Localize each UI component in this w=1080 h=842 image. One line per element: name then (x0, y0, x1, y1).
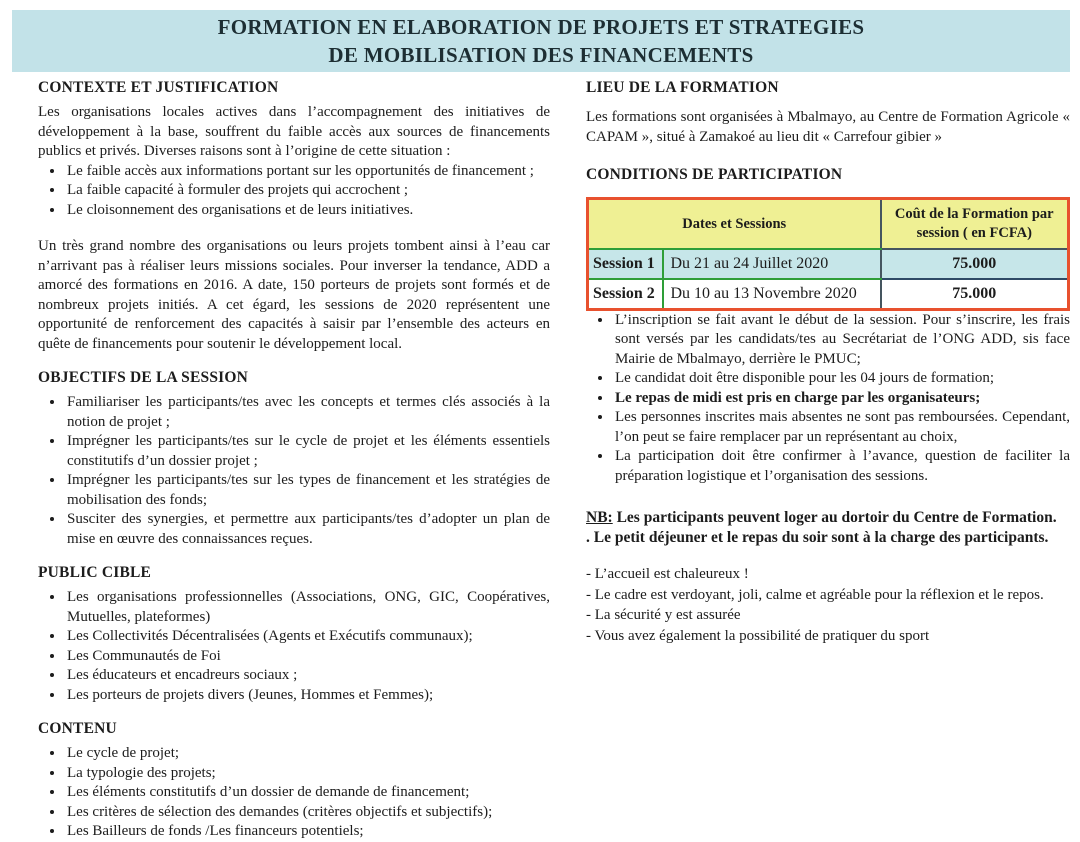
bullet-item: • Imprégner les participants/tes sur le cycle de projet et les éléments essentiels constitutifs d’un dossier projet ; (65, 432, 550, 471)
nb-line2: . Le petit déjeuner et le repas du soir sont à la charge des participants. (586, 529, 1049, 546)
note-line: - L’accueil est chaleureux ! (586, 566, 749, 582)
heading-contenu: CONTENU (38, 720, 117, 737)
heading-conditions: CONDITIONS DE PARTICIPATION (586, 166, 843, 183)
session-dates: Du 10 au 13 Novembre 2020 (663, 279, 881, 309)
bullet-item: • Susciter des synergies, et permettre aux participants/tes d’adopter un plan de mise en œuvre des connaissances reçues. (65, 510, 550, 549)
nb-label: NB: (586, 509, 613, 526)
bullet-item: • L’inscription se fait avant le début de la session. Pour s’inscrire, les frais sont versés par les candidats/tes au Secrétariat de l’ONG ADD, sis face Mairie de Mbalmayo, derrière le PMUC; (613, 311, 1070, 370)
heading-public-cible: PUBLIC CIBLE (38, 564, 152, 581)
table-header-cost: Coût de la Formation par session ( en FCFA) (881, 199, 1069, 250)
note-line: - Vous avez également la possibilité de pratiquer du sport (586, 627, 930, 644)
bullet-item: • Les Communautés de Foi (65, 647, 550, 667)
bullet-item: • Le repas de midi est pris en charge par les organisateurs; (613, 389, 1070, 409)
table-header-dates-sessions: Dates et Sessions (588, 199, 881, 250)
bullet-item: • Les éducateurs et encadreurs sociaux ; (65, 666, 550, 686)
bullet-item: • Imprégner les participants/tes sur les types de financement et les stratégies de mobilisation des fonds; (65, 471, 550, 510)
bullet-item: • La faible capacité à formuler des projets qui accrochent ; (65, 181, 550, 201)
table-row (588, 279, 1069, 309)
bullet-item: • Les Collectivités Décentralisées (Agents et Exécutifs communaux); (65, 627, 550, 647)
session-cost: 75.000 (881, 249, 1069, 279)
heading-contexte: CONTEXTE ET JUSTIFICATION (38, 79, 279, 96)
table-header-row (588, 199, 1069, 250)
note-line: - La sécurité y est assurée (586, 607, 741, 623)
public-bullet-list (38, 588, 550, 705)
sessions-table (586, 197, 1070, 311)
table-row (588, 249, 1069, 279)
note-line: - Le cadre est verdoyant, joli, calme et agréable pour la réflexion et le repos. (586, 586, 1044, 603)
contenu-bullet-list (38, 744, 550, 842)
bullet-item: • Les Bailleurs de fonds /Les financeurs potentiels; (65, 822, 550, 842)
session-label: Session 2 (588, 279, 663, 309)
bullet-item: • Le cloisonnement des organisations et de leurs initiatives. (65, 201, 550, 221)
lieu-paragraph: Les formations sont organisées à Mbalmayo, au Centre de Formation Agricole « CAPAM », situé à Zamakoé au lieu dit « Carrefour gibier » (586, 109, 1070, 145)
session-label: Session 1 (588, 249, 663, 279)
contexte-bullet-list (38, 162, 550, 221)
title-banner (12, 10, 1070, 72)
bullet-item: • Le candidat doit être disponible pour les 04 jours de formation; (613, 369, 1070, 389)
bullet-item: • Le cycle de projet; (65, 744, 550, 764)
bullet-item: • Les personnes inscrites mais absentes ne sont pas remboursées. Cependant, l’on peut se faire remplacer par un représentant au choix, (613, 408, 1070, 447)
contexte-paragraph: Les organisations locales actives dans l’accompagnement des initiatives de développement à la base, souffrent du faible accès aux sources de financements publics et privés. Diverses raisons sont à l’origine de cette situation : (38, 104, 550, 159)
heading-objectifs: OBJECTIFS DE LA SESSION (38, 369, 249, 386)
session-dates: Du 21 au 24 Juillet 2020 (663, 249, 881, 279)
amenities-notes (586, 564, 1070, 646)
conditions-bullet-list (586, 311, 1070, 487)
session-cost: 75.000 (881, 279, 1069, 309)
left-column (38, 74, 550, 842)
nb-line1: Les participants peuvent loger au dortoir du Centre de Formation. (612, 509, 1057, 526)
objectifs-bullet-list (38, 393, 550, 549)
bullet-item: • Les organisations professionnelles (Associations, ONG, GIC, Coopératives, Mutuelles, plateformes) (65, 588, 550, 627)
nb-note (586, 508, 1070, 548)
heading-lieu: LIEU DE LA FORMATION (586, 79, 779, 96)
document-body (38, 74, 1070, 842)
bullet-item: • La typologie des projets; (65, 764, 550, 784)
bullet-item: • Les éléments constitutifs d’un dossier de demande de financement; (65, 783, 550, 803)
bullet-item: • Les critères de sélection des demandes (critères objectifs et subjectifs); (65, 803, 550, 823)
page-title-line1: FORMATION EN ELABORATION DE PROJETS ET STRATEGIES (217, 15, 865, 39)
bullet-item: • Le faible accès aux informations portant sur les opportunités de financement ; (65, 162, 550, 182)
tendance-paragraph: Un très grand nombre des organisations ou leurs projets tombent ainsi à l’eau car n’arrivant pas à réaliser leurs missions sociales. Pour inverser la tendance, ADD a amorcé des formations en 2016. A date, 150 porteurs de projets sont formés et de nombreux projets initiés. A cet égard, les sessions de 2020 représentent une opportunité de renforcement des capacités à saisir par l’ensemble des acteurs en quête de financements pour soutenir le développement local. (38, 238, 550, 352)
bullet-item: • La participation doit être confirmer à l’avance, question de faciliter la préparation logistique et l’organisation des sessions. (613, 447, 1070, 486)
page-title-line2: DE MOBILISATION DES FINANCEMENTS (328, 43, 754, 67)
bullet-item: • Familiariser les participants/tes avec les concepts et termes clés associés à la notion de projet ; (65, 393, 550, 432)
bullet-item: • Les porteurs de projets divers (Jeunes, Hommes et Femmes); (65, 686, 550, 706)
right-column (586, 74, 1070, 842)
